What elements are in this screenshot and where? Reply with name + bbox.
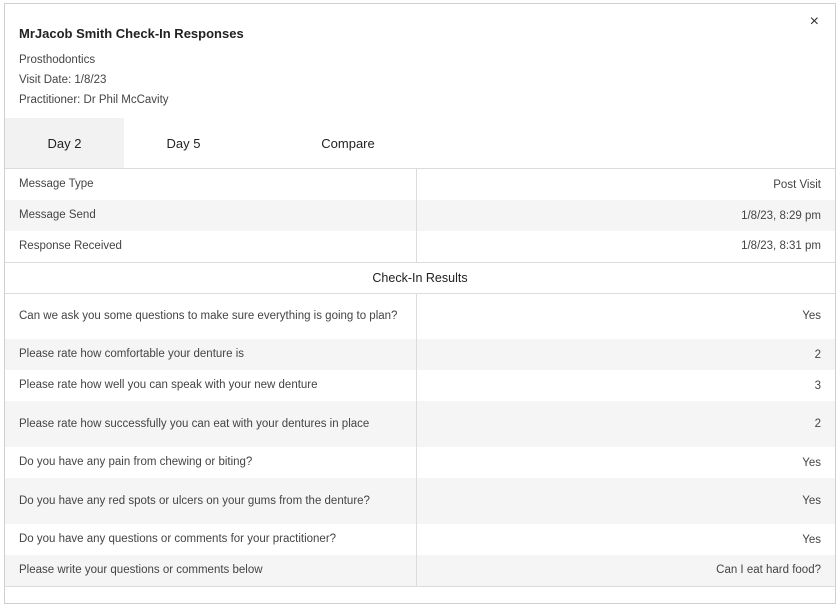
- question-text: Please write your questions or comments below: [5, 555, 417, 586]
- tab-compare[interactable]: Compare: [321, 135, 375, 151]
- dialog-header: [5, 4, 835, 110]
- table-row: [5, 370, 835, 401]
- results-section-title: Check-In Results: [5, 262, 835, 293]
- answer-text: Yes: [802, 456, 821, 469]
- table-row: [5, 447, 835, 478]
- section-header-row: [5, 262, 835, 293]
- visit-date: Visit Date: 1/8/23: [19, 74, 107, 86]
- row-value: 1/8/23, 8:31 pm: [741, 240, 821, 253]
- row-label: Message Send: [5, 200, 417, 231]
- table-row: [5, 169, 835, 200]
- tab-day-5[interactable]: Day 5: [166, 135, 201, 151]
- question-text: Do you have any pain from chewing or biting?: [5, 447, 417, 478]
- table-row: [5, 401, 835, 447]
- table-row: [5, 200, 835, 231]
- tab-day-2[interactable]: Day 2: [5, 118, 124, 168]
- table-row: [5, 293, 835, 339]
- table-row: [5, 555, 835, 586]
- row-value: 1/8/23, 8:29 pm: [741, 209, 821, 222]
- answer-text: Yes: [802, 310, 821, 323]
- answer-text: Yes: [802, 533, 821, 546]
- table-row: [5, 478, 835, 524]
- practitioner-name: Practitioner: Dr Phil McCavity: [19, 94, 169, 106]
- dialog-title: MrJacob Smith Check-In Responses: [19, 26, 244, 41]
- question-text: Do you have any red spots or ulcers on your gums from the denture?: [5, 478, 417, 524]
- table-row: [5, 231, 835, 262]
- check-in-dialog: [4, 3, 836, 604]
- answer-text: 3: [814, 379, 821, 392]
- row-label: Message Type: [5, 169, 417, 200]
- tab-bar: [5, 118, 835, 168]
- question-text: Please rate how well you can speak with your new denture: [5, 370, 417, 401]
- answer-text: 2: [814, 418, 821, 430]
- question-text: Please rate how comfortable your denture is: [5, 339, 417, 370]
- row-label: Response Received: [5, 231, 417, 262]
- responses-table: [5, 169, 835, 587]
- table-row: [5, 339, 835, 370]
- table-row: [5, 524, 835, 555]
- close-icon[interactable]: ×: [809, 13, 819, 30]
- answer-text: Can I eat hard food?: [716, 564, 821, 577]
- question-text: Please rate how successfully you can eat with your dentures in place: [5, 401, 417, 447]
- answer-text: 2: [814, 348, 821, 361]
- question-text: Can we ask you some questions to make sure everything is going to plan?: [5, 293, 417, 339]
- department-label: Prosthodontics: [19, 54, 96, 66]
- responses-table-wrap: [5, 168, 835, 587]
- answer-text: Yes: [802, 495, 821, 507]
- question-text: Do you have any questions or comments for your practitioner?: [5, 524, 417, 555]
- row-value: Post Visit: [773, 178, 821, 191]
